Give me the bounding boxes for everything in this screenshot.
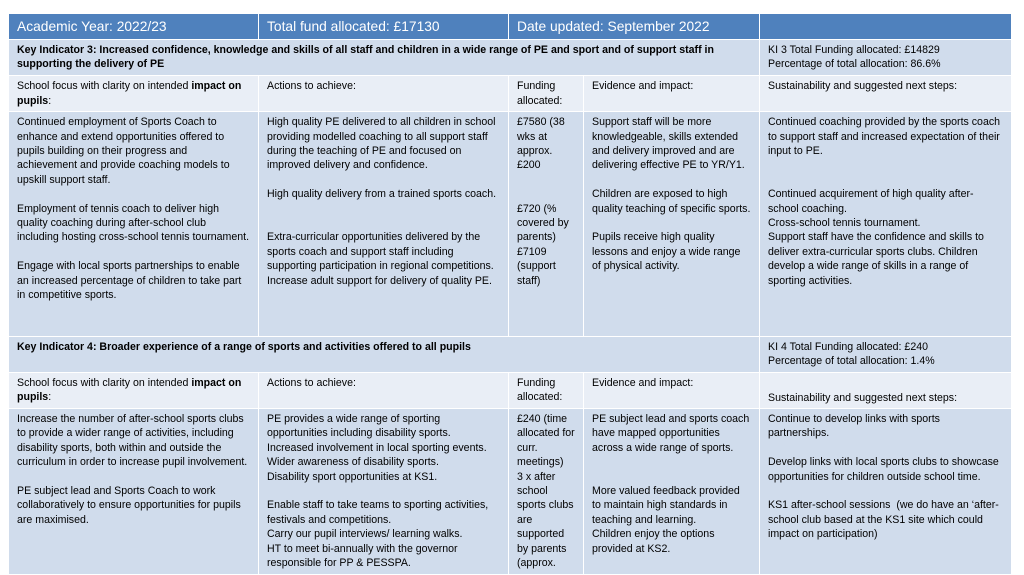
ki3-action-item: High quality delivery from a trained sports coach. (267, 188, 497, 201)
pe-funding-table (8, 13, 1012, 575)
ki4-evidence (584, 409, 760, 575)
ki4-funding-item: £240 (time allocated for curr. meetings) 3 x after school sports clubs are supported by parents (approx. (517, 413, 575, 570)
ki4-school-focus-item: Increase the number of after-school sports clubs to provide a wider range of activities, including disability sports, both within and outside the curriculum in order to increase pupil involvement. (17, 413, 248, 469)
ki3-school-focus-item: Engage with local sports partnerships to enable an increased percentage of children to take part in competitive sports. (17, 260, 245, 302)
ki3-header-school-focus-suffix: : (48, 94, 52, 107)
ki4-funding-allocated: KI 4 Total Funding allocated: £240 (768, 340, 929, 353)
ki3-subheader-row (9, 76, 1012, 112)
ki4-funding-summary (760, 336, 1012, 372)
ki4-school-focus-item: PE subject lead and Sports Coach to work collaboratively to ensure opportunities for pupils are maximised. (17, 485, 244, 526)
ki3-title-row (9, 40, 1012, 76)
ki3-evidence (584, 112, 760, 337)
ki4-sustainability (760, 409, 1012, 575)
ki3-funding-allocated: KI 3 Total Funding allocated: £14829 (768, 44, 940, 57)
ki3-header-evidence: Evidence and impact: (584, 76, 760, 112)
ki4-header-sustainability: Sustainability and suggested next steps: (760, 372, 1012, 408)
ki3-title-text: Key Indicator 3: Increased confidence, knowledge and skills of all staff and children in a wide range of PE and sport and of support staff in supporting the delivery of PE (17, 44, 714, 71)
ki4-percentage: Percentage of total allocation: 1.4% (768, 355, 935, 368)
ki3-evidence-item: Children are exposed to high quality teaching of specific sports. (592, 188, 751, 215)
ki3-school-focus (9, 112, 259, 337)
ki3-funding-item: £720 (% covered by parents) £7109 (support staff) (517, 202, 569, 287)
ki4-header-school-focus (9, 372, 259, 408)
ki3-school-focus-item: Continued employment of Sports Coach to enhance and extend opportunities offered to pupils building on their progress and achievement and provide coaching models to upskill support staff. (17, 116, 233, 186)
ki4-evidence-item: PE subject lead and sports coach have mapped opportunities across a wide range of sports. (592, 413, 753, 454)
header-blank (760, 14, 1012, 40)
ki3-funding (509, 112, 584, 337)
ki4-header-evidence: Evidence and impact: (584, 372, 760, 408)
ki3-actions (259, 112, 509, 337)
ki3-sustainability (760, 112, 1012, 337)
ki3-header-sustainability: Sustainability and suggested next steps: (760, 76, 1012, 112)
ki3-title (9, 40, 760, 76)
ki3-header-school-focus (9, 76, 259, 112)
ki3-header-school-focus-bold: impact on pupils (17, 80, 242, 107)
ki3-sustainability-item: Continued coaching provided by the sports coach to support staff and increased expectation of their input to PE. (768, 116, 1003, 158)
ki4-header-school-focus-suffix: : (48, 391, 52, 404)
header-row (9, 14, 1012, 40)
ki4-sustainability-item: Develop links with local sports clubs to showcase opportunities for children outside school time. (768, 456, 1002, 483)
ki4-actions (259, 409, 509, 575)
ki3-body-row (9, 112, 1012, 337)
ki4-sustainability-item: Continue to develop links with sports partnerships. (768, 413, 943, 440)
ki4-header-school-focus-bold: impact on pupils (17, 376, 242, 404)
ki3-funding-summary (760, 40, 1012, 76)
ki3-header-school-focus-prefix: School focus with clarity on intended (17, 80, 192, 93)
ki4-action-item: Enable staff to take teams to sporting activities, festivals and competitions. Carry our pupil interviews/ learning walks. HT to meet bi-annually with the governor responsible for PP & PESSPA. (267, 499, 489, 570)
total-fund: Total fund allocated: £17130 (259, 14, 509, 40)
ki4-header-school-focus-prefix: School focus with clarity on intended (17, 376, 192, 389)
date-updated: Date updated: September 2022 (509, 14, 760, 40)
ki3-action-item: Extra-curricular opportunities delivered by the sports coach and support staff including supporting participation in regional competitions. Increase adult support for delivery of quality PE. (267, 231, 494, 287)
ki3-evidence-item: Support staff will be more knowledgeable, skills extended and delivery improved and are delivering effective PE to YR/Y1. (592, 116, 745, 172)
ki4-subheader-row (9, 372, 1012, 408)
ki4-funding (509, 409, 584, 575)
ki4-title-row (9, 336, 1012, 372)
ki4-evidence-item: More valued feedback provided to maintain high standards in teaching and learning. Children enjoy the options provided at KS2. (592, 485, 740, 555)
academic-year: Academic Year: 2022/23 (9, 14, 259, 40)
ki3-header-funding: Funding allocated: (509, 76, 584, 112)
ki3-action-item: High quality PE delivered to all children in school providing modelled coaching to all support staff during the teaching of PE and focused on improved delivery and confidence. (267, 116, 499, 172)
ki4-title-text: Key Indicator 4: Broader experience of a range of sports and activities offered to all pupils (17, 340, 471, 353)
ki4-school-focus (9, 409, 259, 575)
ki4-header-actions: Actions to achieve: (259, 372, 509, 408)
ki4-title (9, 336, 760, 372)
ki4-body-row (9, 409, 1012, 575)
ki4-sustainability-item: KS1 after-school sessions (we do have an ‘after-school club based at the KS1 site which could impact on participation) (768, 499, 999, 541)
ki3-percentage: Percentage of total allocation: 86.6% (768, 58, 941, 71)
ki4-action-item: PE provides a wide range of sporting opportunities including disability sports. Increased involvement in local sporting events. Wider awareness of disability sports. Disability sport opportunities at KS1. (267, 413, 487, 483)
ki3-evidence-item: Pupils receive high quality lessons and enjoy a wide range of physical activity. (592, 231, 744, 273)
ki3-school-focus-item: Employment of tennis coach to deliver high quality coaching during after-school club including hosting cross-school tennis tournament. (17, 202, 250, 244)
ki3-funding-item: £7580 (38 wks at approx. £200 (517, 116, 568, 172)
ki3-sustainability-item: Continued acquirement of high quality after-school coaching. Cross-school tennis tournament. Support staff have the confidence and skills to deliver extra-curricular sports clubs. Children develop a wide range of skills in a range of sporting activities. (768, 188, 984, 287)
ki4-header-funding: Funding allocated: (509, 372, 584, 408)
ki3-header-actions: Actions to achieve: (259, 76, 509, 112)
